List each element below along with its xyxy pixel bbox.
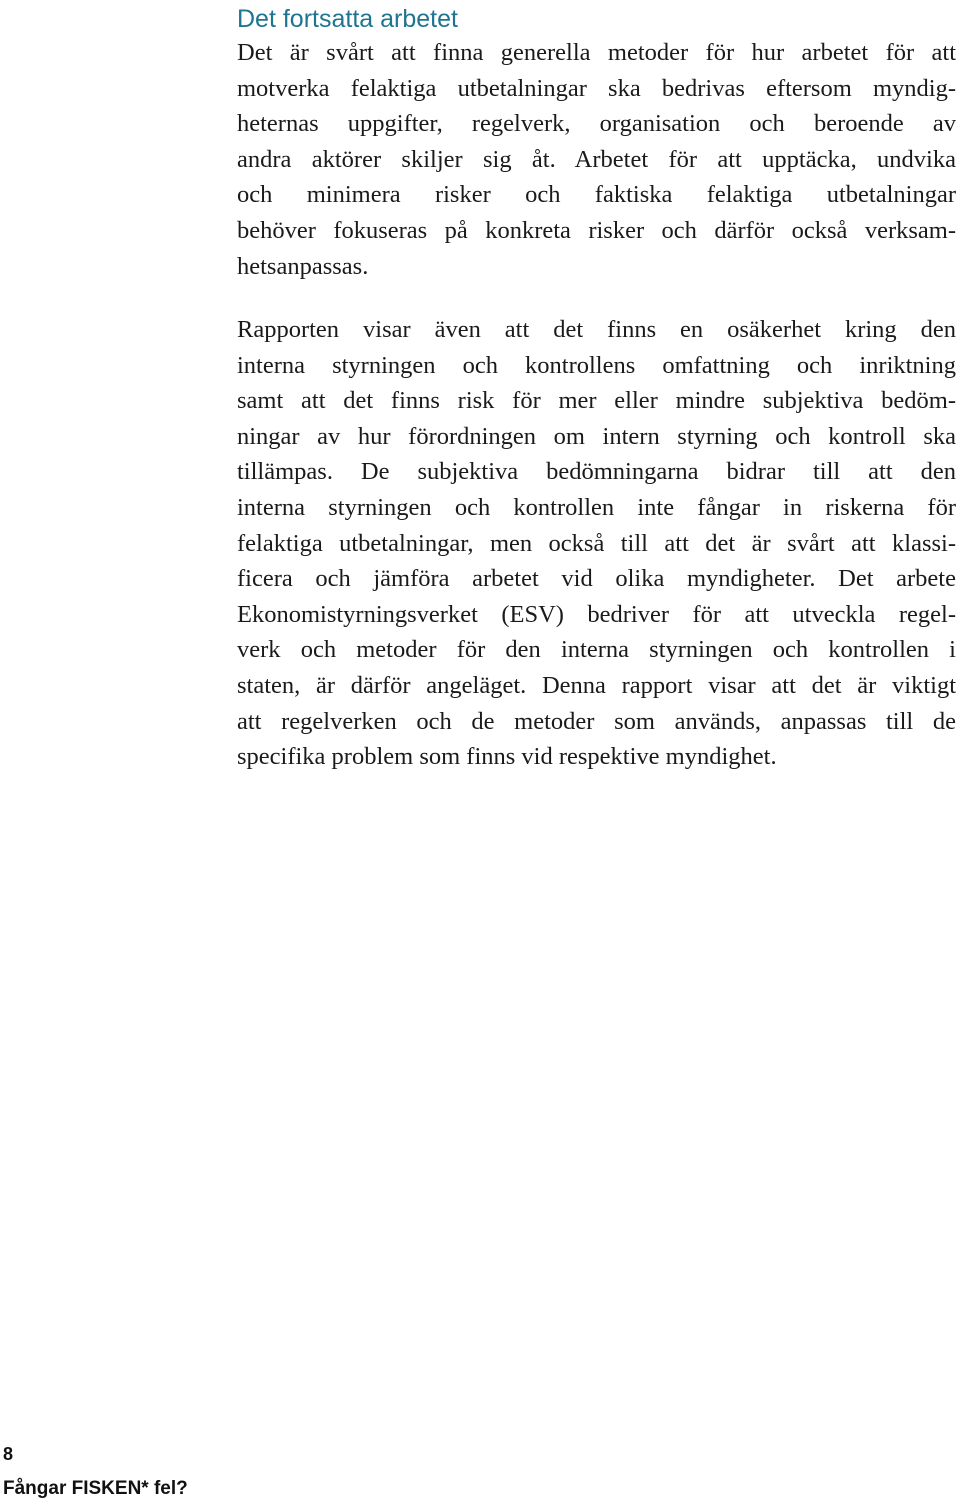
paragraph-line: interna styrningen och kontrollens omfattning och inriktning: [237, 351, 956, 379]
paragraph-line: specifika problem som finns vid respektive myndighet.: [237, 743, 777, 771]
section-heading: Det fortsatta arbetet: [237, 5, 458, 33]
paragraph-line: ficera och jämföra arbetet vid olika myndigheter. Det arbete: [237, 565, 956, 593]
paragraph-line: hetsanpassas.: [237, 252, 369, 280]
page-number: 8: [3, 1444, 14, 1464]
paragraph-line: felaktiga utbetalningar, men också till att det är svårt att klassi-: [237, 529, 956, 557]
paragraph-line: heternas uppgifter, regelverk, organisation och beroende av: [237, 110, 956, 138]
paragraph-line: tillämpas. De subjektiva bedömningarna bidrar till att den: [237, 458, 956, 486]
paragraph-line: att regelverken och de metoder som används, anpassas till de: [237, 707, 956, 735]
paragraph-line: behöver fokuseras på konkreta risker och därför också verksam-: [237, 217, 956, 244]
footer-title: Fångar FISKEN* fel?: [3, 1478, 188, 1499]
paragraph-line: staten, är därför angeläget. Denna rapport visar att det är viktigt: [237, 672, 956, 699]
paragraph-line: Rapporten visar även att det finns en osäkerhet kring den: [237, 316, 956, 343]
paragraph-line: Det är svårt att finna generella metoder för hur arbetet för att: [237, 39, 956, 66]
paragraph-line: samt att det finns risk för mer eller mindre subjektiva bedöm-: [237, 387, 956, 415]
paragraph-line: och minimera risker och faktiska felaktiga utbetalningar: [237, 181, 956, 209]
paragraph-line: verk och metoder för den interna styrningen och kontrollen i: [237, 636, 956, 664]
paragraph-line: motverka felaktiga utbetalningar ska bedrivas eftersom myndig-: [237, 74, 956, 102]
paragraph-line: ningar av hur förordningen om intern styrning och kontroll ska: [237, 422, 956, 450]
paragraph-line: interna styrningen och kontrollen inte fångar in riskerna för: [237, 494, 956, 521]
paragraph-line: andra aktörer skiljer sig åt. Arbetet för att upptäcka, undvika: [237, 145, 956, 173]
paragraph-line: Ekonomistyrningsverket (ESV) bedriver för att utveckla regel-: [237, 600, 956, 628]
